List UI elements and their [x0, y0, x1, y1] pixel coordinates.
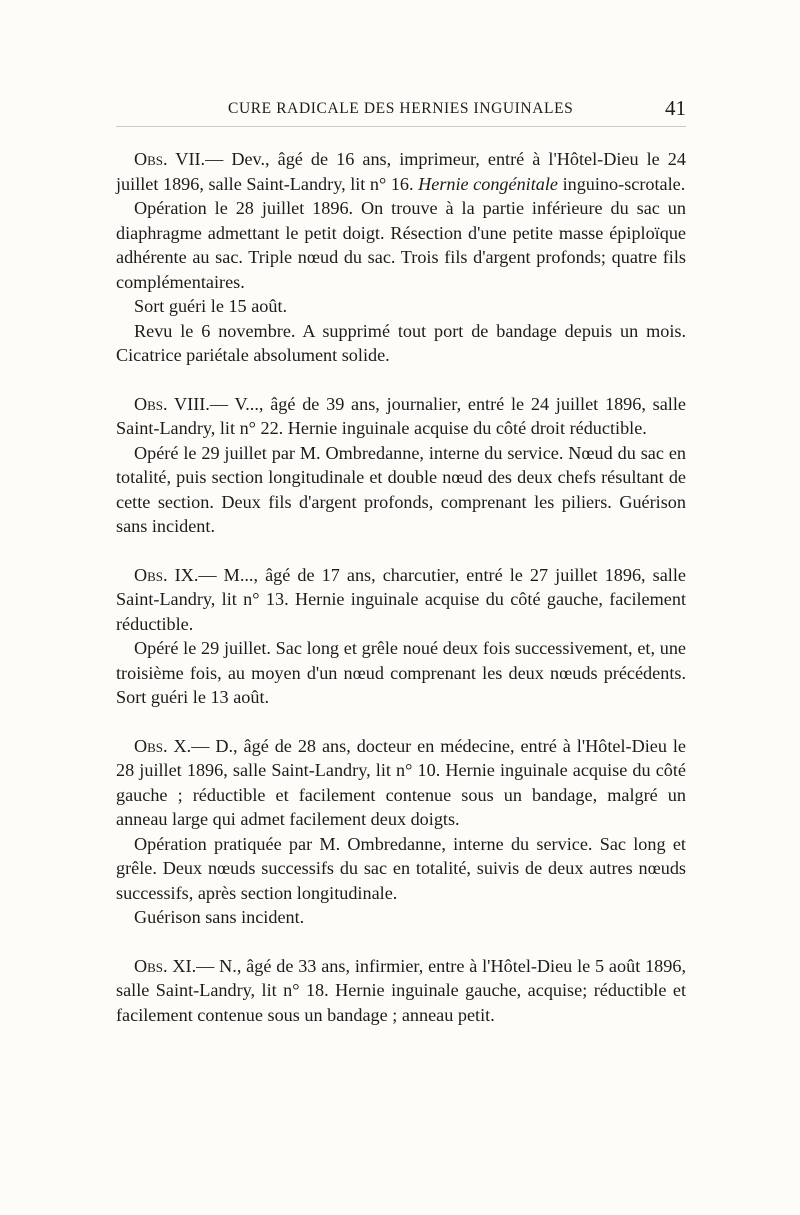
paragraph: Opéré le 29 juillet. Sac long et grêle noué deux fois successivement, et, une troisième fois, au moyen d'un nœud comprenant les deux nœuds précédents. Sort guéri le 13 août.: [116, 638, 686, 707]
page-number: 41: [665, 96, 686, 120]
paragraph: Opéré le 29 juillet par M. Ombredanne, interne du service. Nœud du sac en totalité, puis section longitudinale et double nœud des deux chefs résultant de cette section. Deux fils d'argent profonds, comprenant les piliers. Guérison sans incident.: [116, 442, 686, 536]
observation-vii: [116, 147, 686, 368]
obs-x-intro: Obs. X.— D., âgé de 28 ans, docteur en médecine, entré à l'Hôtel-Dieu le 28 juillet 1896, salle Saint-Landry, lit n° 10. Hernie inguinale acquise du côté gauche ; réductible et facilement contenue sous un bandage, malgré un anneau large qui admet facilement deux doigts.: [116, 735, 687, 829]
observation-ix: [116, 563, 686, 710]
obs-ix-intro: Obs. IX.— M..., âgé de 17 ans, charcutier, entré le 27 juillet 1896, salle Saint-Landry, lit n° 13. Hernie inguinale acquise du côté gauche, facilement réductible.: [116, 564, 686, 634]
obs-label: Obs. VIII.: [134, 393, 210, 414]
obs-label: Obs. XI.: [134, 955, 197, 976]
page-header: [116, 96, 686, 127]
paragraph: Guérison sans incident.: [134, 907, 305, 927]
book-page: [116, 96, 686, 1051]
paragraph: Opération pratiquée par M. Ombredanne, interne du service. Sac long et grêle. Deux nœuds successifs du sac en totalité, suivis de deux autres nœuds successifs, après section longitudinale.: [116, 833, 686, 903]
obs-label: Obs. X.: [134, 735, 192, 756]
obs-viii-intro: Obs. VIII.— V..., âgé de 39 ans, journalier, entré le 24 juillet 1896, salle Saint-Landry, lit n° 22. Hernie inguinale acquise du côté droit réductible.: [116, 393, 686, 438]
diagnosis-italic: Hernie congénitale: [418, 173, 559, 194]
paragraph: Opération le 28 juillet 1896. On trouve à la partie inférieure du sac un diaphragme admettant le petit doigt. Résection d'une petite masse épiploïque adhérente au sac. Triple nœud du sac. Trois fils d'argent profonds; quatre fils complémentaires.: [116, 198, 686, 292]
observation-x: [116, 734, 686, 930]
observation-xi: [116, 954, 686, 1028]
obs-xi-intro: Obs. XI.— N., âgé de 33 ans, infirmier, entre à l'Hôtel-Dieu le 5 août 1896, salle Saint-Landry, lit n° 18. Hernie inguinale gauche, acquise; réductible et facilement contenue sous un bandage ; anneau petit.: [116, 955, 686, 1025]
obs-vii-intro: Obs. VII.— Dev., âgé de 16 ans, imprimeur, entré à l'Hôtel-Dieu le 24 juillet 1896, salle Saint-Landry, lit n° 16. Hernie congénitale inguino-scrotale.: [116, 149, 686, 194]
observation-viii: [116, 392, 686, 539]
paragraph: Revu le 6 novembre. A supprimé tout port de bandage depuis un mois. Cicatrice pariétale absolument solide.: [116, 320, 686, 365]
obs-label: Obs. VII.: [134, 149, 206, 169]
running-head: CURE RADICALE DES HERNIES INGUINALES: [228, 100, 574, 117]
obs-label: Obs. IX.: [134, 564, 199, 585]
paragraph: Sort guéri le 15 août.: [134, 296, 288, 316]
